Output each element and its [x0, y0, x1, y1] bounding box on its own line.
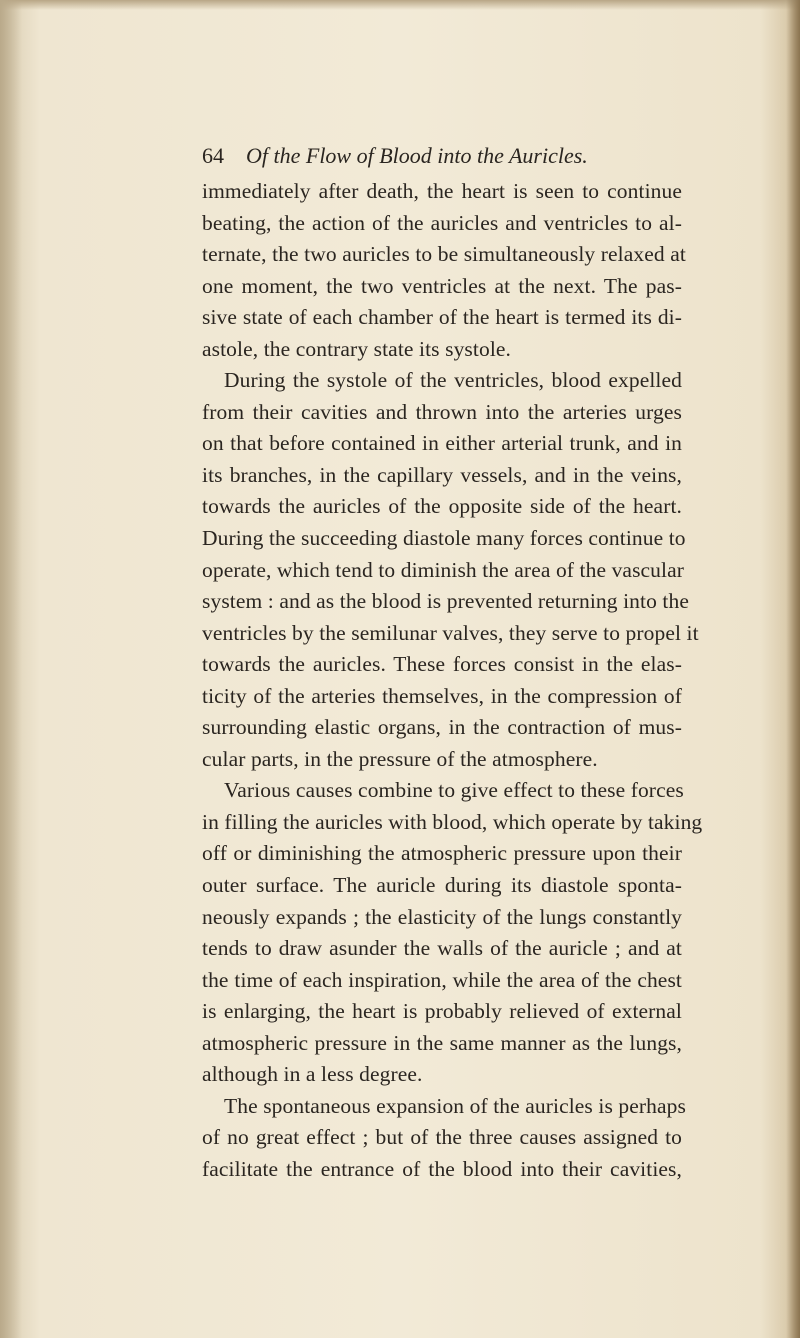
body-text [202, 176, 703, 1186]
text-line: from their cavities and thrown into the arteries urges [202, 399, 682, 424]
page-top-edge [0, 0, 800, 10]
text-line: the time of each inspiration, while the area of the chest [202, 967, 682, 992]
text-line: The spontaneous expansion of the auricles is perhaps [224, 1093, 686, 1118]
text-line: outer surface. The auricle during its diastole sponta- [202, 873, 682, 898]
text-line: although in a less degree. [202, 1062, 423, 1087]
text-line: off or diminishing the atmospheric pressure upon their [202, 841, 682, 866]
text-line: immediately after death, the heart is seen to continue [202, 179, 682, 203]
text-line: its branches, in the capillary vessels, and in the veins, [202, 462, 682, 487]
text-line: astole, the contrary state its systole. [202, 336, 512, 361]
text-line: neously expands ; the elasticity of the lungs constantly [202, 904, 682, 929]
text-line: towards the auricles. These forces consist in the elas- [202, 652, 682, 677]
text-line: of no great effect ; but of the three causes assigned to [202, 1125, 682, 1150]
page-gutter-shadow [0, 0, 22, 1338]
text-line: cular parts, in the pressure of the atmosphere. [202, 746, 598, 771]
text-line: operate, which tend to diminish the area of the vascular [202, 557, 685, 582]
text-line: ventricles by the semilunar valves, they serve to propel it [202, 620, 699, 645]
text-line: beating, the action of the auricles and ventricles to al- [202, 210, 682, 235]
text-line: surrounding elastic organs, in the contraction of mus- [202, 715, 682, 740]
text-line: ternate, the two auricles to be simultaneously relaxed at [202, 242, 686, 267]
text-line: on that before contained in either arterial trunk, and in [202, 431, 682, 456]
text-line: tends to draw asunder the walls of the auricle ; and at [202, 936, 682, 961]
text-line: facilitate the entrance of the blood into their cavities, [202, 1156, 682, 1181]
text-line: is enlarging, the heart is probably relieved of external [202, 999, 682, 1024]
page-number: 64 [202, 143, 224, 168]
text-line: Various causes combine to give effect to these forces [224, 778, 684, 803]
page-right-edge [786, 0, 800, 1338]
text-line: During the succeeding diastole many forces continue to [202, 526, 686, 551]
text-line: atmospheric pressure in the same manner as the lungs, [202, 1030, 682, 1055]
text-line: towards the auricles of the opposite side of the heart. [202, 494, 682, 519]
text-line: one moment, the two ventricles at the next. The pas- [202, 273, 682, 298]
running-head-title: Of the Flow of Blood into the Auricles. [246, 143, 588, 168]
text-line: in filling the auricles with blood, which operate by taking [202, 809, 703, 834]
text-line: During the systole of the ventricles, blood expelled [224, 368, 682, 393]
running-head [202, 140, 672, 172]
text-line: sive state of each chamber of the heart is termed its di- [202, 305, 682, 330]
text-line: system : and as the blood is prevented returning into the [202, 589, 689, 614]
text-line: ticity of the arteries themselves, in the compression of [202, 683, 682, 708]
